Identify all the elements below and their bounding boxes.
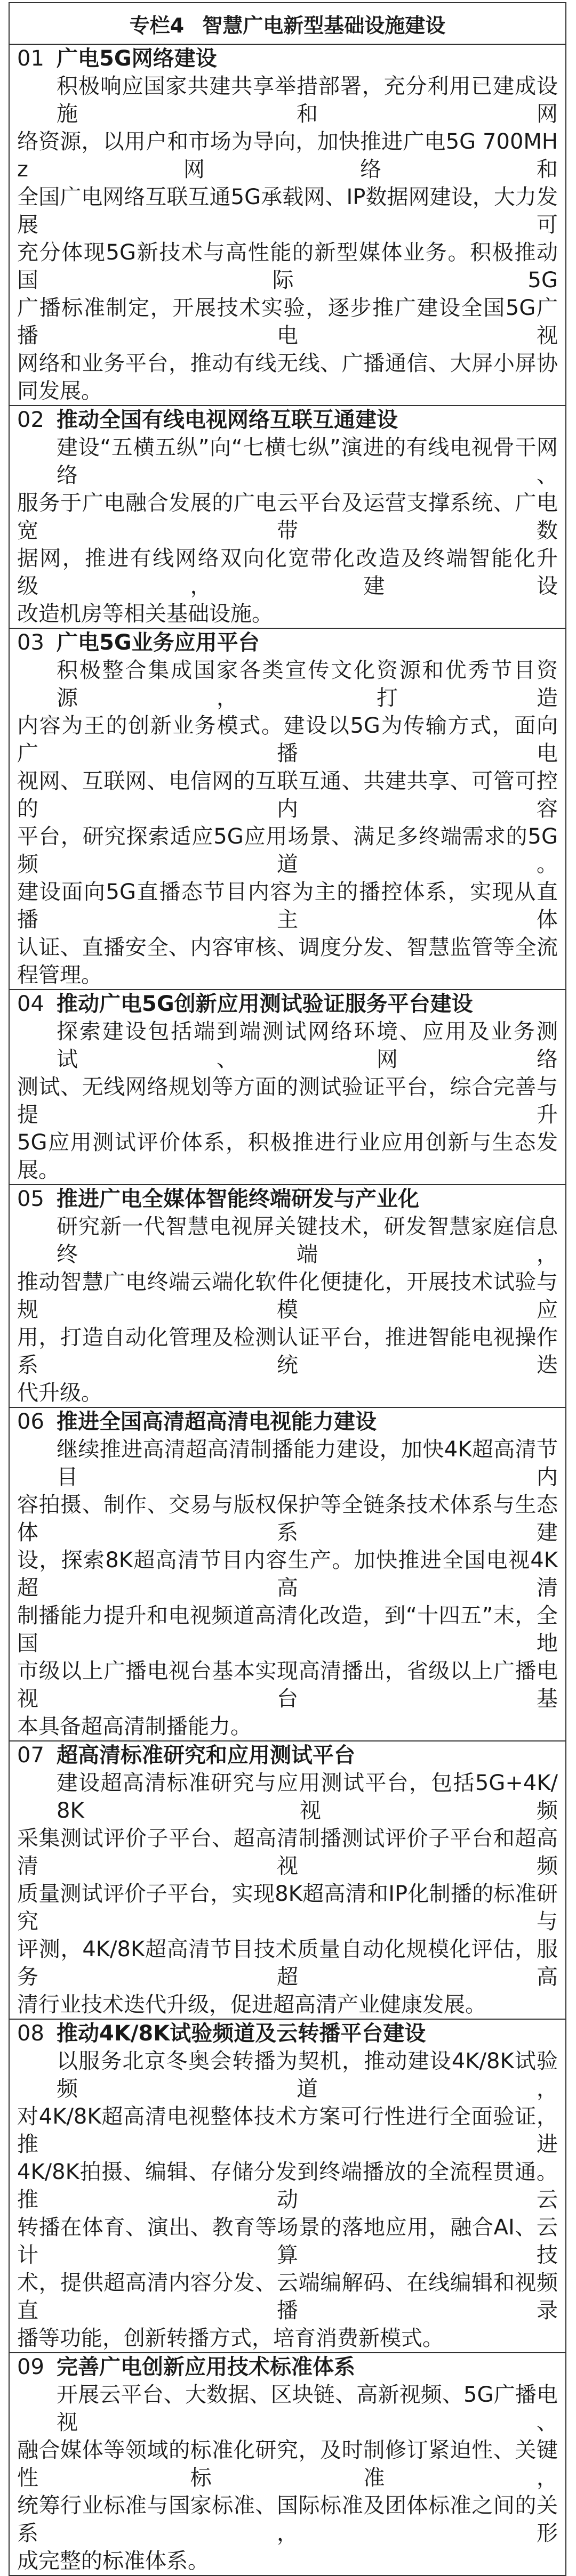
body-line: 代升级。	[17, 1381, 102, 1405]
body-line: 容拍摄、制作、交易与版权保护等全链条技术体系与生态体系建	[17, 1493, 558, 1545]
section-heading	[17, 990, 558, 1018]
section-title: 推动4K/8K试验频道及云转播平台建设	[57, 2021, 426, 2046]
body-line: 播等功能，创新转播方式，培育消费新模式。	[17, 2326, 444, 2351]
section-title: 推进广电全媒体智能终端研发与产业化	[57, 1187, 419, 1211]
body-line: 开展云平台、大数据、区块链、高新视频、5G广播电视、	[57, 2383, 558, 2435]
body-line: 成完整的标准体系。	[17, 2549, 209, 2573]
section-number: 03	[17, 630, 44, 655]
section-number: 07	[17, 1743, 44, 1768]
feature-box	[9, 2, 566, 2576]
body-line: 评测，4K/8K超高清节目技术质量自动化规模化评估，服务超高	[17, 1937, 558, 1989]
section-heading	[17, 45, 558, 72]
section-heading	[17, 1741, 558, 1769]
body-line: 络资源，以用户和市场为导向，加快推进广电5G 700MHz网络和	[17, 129, 558, 182]
section-title: 超高清标准研究和应用测试平台	[57, 1743, 355, 1768]
body-line: 5G应用测试评价体系，积极推进行业应用创新与生态发展。	[17, 1130, 558, 1182]
section-09	[10, 2353, 565, 2575]
section-heading	[17, 1408, 558, 1436]
body-line: 研究新一代智慧电视屏关键技术，研发智慧家庭信息终端，	[57, 1214, 558, 1267]
body-line: 设，探索8K超高清节目内容生产。加快推进全国电视4K超高清	[17, 1548, 558, 1600]
body-line: 改造机房等相关基础设施。	[17, 602, 273, 626]
body-line: 以服务北京冬奥会转播为契机，推动建设4K/8K试验频道，	[57, 2049, 558, 2101]
body-line: 术，提供超高清内容分发、云端编解码、在线编辑和视频直播录	[17, 2271, 558, 2323]
section-01	[10, 45, 565, 406]
section-05	[10, 1185, 565, 1408]
section-title: 广电5G业务应用平台	[57, 630, 260, 655]
section-06	[10, 1408, 565, 1741]
body-line: 积极整合集成国家各类宣传文化资源和优秀节目资源，打造	[57, 658, 558, 710]
box-title	[10, 3, 565, 45]
section-07	[10, 1741, 565, 2020]
box-title-label: 专栏4	[129, 13, 185, 37]
body-line: 用，打造自动化管理及检测认证平台，推进智能电视操作系统迭	[17, 1325, 558, 1378]
body-line: 广播标准制定，开展技术实验，逐步推广建设全国5G广播电视	[17, 296, 558, 348]
body-line: 采集测试评价子平台、超高清制播测试评价子平台和超高清视频	[17, 1826, 558, 1878]
body-line: 视网、互联网、电信网的互联互通、共建共享、可管可控的内容	[17, 769, 558, 821]
section-number: 02	[17, 408, 44, 432]
body-line: 建设“五横五纵”向“七横七纵”演进的有线电视骨干网络、	[57, 435, 558, 488]
section-heading	[17, 2353, 558, 2381]
section-heading	[17, 629, 558, 657]
section-heading	[17, 406, 558, 434]
body-line: 继续推进高清超高清制播能力建设，加快4K超高清节目内	[57, 1437, 558, 1489]
body-line: 对4K/8K超高清电视整体技术方案可行性进行全面验证，推进	[17, 2104, 558, 2157]
section-title: 推进全国高清超高清电视能力建设	[57, 1409, 377, 1434]
body-line: 推动智慧广电终端云端化软件化便捷化，开展技术试验与规模应	[17, 1270, 558, 1322]
section-02	[10, 406, 565, 629]
body-line: 服务于广电融合发展的广电云平台及运营支撑系统、广电宽带数	[17, 491, 558, 543]
section-number: 04	[17, 992, 44, 1016]
section-number: 09	[17, 2355, 44, 2379]
section-heading	[17, 1185, 558, 1213]
section-title: 推动广电5G创新应用测试验证服务平台建设	[57, 992, 473, 1016]
body-line: 内容为王的创新业务模式。建设以5G为传输方式，面向广播电	[17, 714, 558, 766]
body-line: 测试、无线网络规划等方面的测试验证平台，综合完善与提升	[17, 1075, 558, 1127]
body-line: 建设超高清标准研究与应用测试平台，包括5G+4K/8K视频	[57, 1771, 558, 1823]
body-line: 全国广电网络互联互通5G承载网、IP数据网建设，大力发展可	[17, 185, 558, 237]
body-line: 制播能力提升和电视频道高清化改造，到“十四五”末，全国地	[17, 1603, 558, 1656]
body-line: 网络和业务平台，推动有线无线、广播通信、大屏小屏协同发展。	[17, 351, 558, 403]
body-line: 平台，研究探索适应5G应用场景、满足多终端需求的5G频道。	[17, 824, 558, 877]
section-number: 06	[17, 1409, 44, 1434]
box-title-text: 智慧广电新型基础设施建设	[202, 13, 446, 37]
section-number: 01	[17, 46, 44, 71]
section-03	[10, 629, 565, 990]
body-line: 探索建设包括端到端测试网络环境、应用及业务测试、网络	[57, 1019, 558, 1072]
body-line: 质量测试评价子平台，实现8K超高清和IP化制播的标准研究与	[17, 1882, 558, 1934]
section-04	[10, 990, 565, 1185]
sections-list	[10, 45, 565, 2575]
section-heading	[17, 2020, 558, 2047]
body-line: 建设面向5G直播态节目内容为主的播控体系，实现从直播主体	[17, 880, 558, 932]
section-title: 广电5G网络建设	[57, 46, 217, 71]
body-line: 融合媒体等领域的标准化研究，及时制修订紧迫性、关键性标准，	[17, 2438, 558, 2490]
body-line: 4K/8K拍摄、编辑、存储分发到终端播放的全流程贯通。推动云	[17, 2160, 558, 2212]
body-line: 充分体现5G新技术与高性能的新型媒体业务。积极推动国际5G	[17, 240, 558, 293]
body-line: 积极响应国家共建共享举措部署，充分利用已建成设施和网	[57, 74, 558, 126]
body-line: 据网，推进有线网络双向化宽带化改造及终端智能化升级，建设	[17, 546, 558, 598]
body-line: 统筹行业标准与国家标准、国际标准及团体标准之间的关系，形	[17, 2493, 558, 2546]
body-line: 认证、直播安全、内容审核、调度分发、智慧监管等全流程管理。	[17, 935, 558, 987]
body-line: 清行业技术迭代升级，促进超高清产业健康发展。	[17, 1992, 486, 2017]
body-line: 市级以上广播电视台基本实现高清播出，省级以上广播电视台基	[17, 1659, 558, 1711]
section-title: 完善广电创新应用技术标准体系	[57, 2355, 355, 2379]
section-number: 05	[17, 1187, 44, 1211]
body-line: 本具备超高清制播能力。	[17, 1714, 252, 1739]
section-08	[10, 2020, 565, 2353]
section-title: 推动全国有线电视网络互联互通建设	[57, 408, 398, 432]
section-number: 08	[17, 2021, 44, 2046]
body-line: 转播在体育、演出、教育等场景的落地应用，融合AI、云计算技	[17, 2215, 558, 2267]
